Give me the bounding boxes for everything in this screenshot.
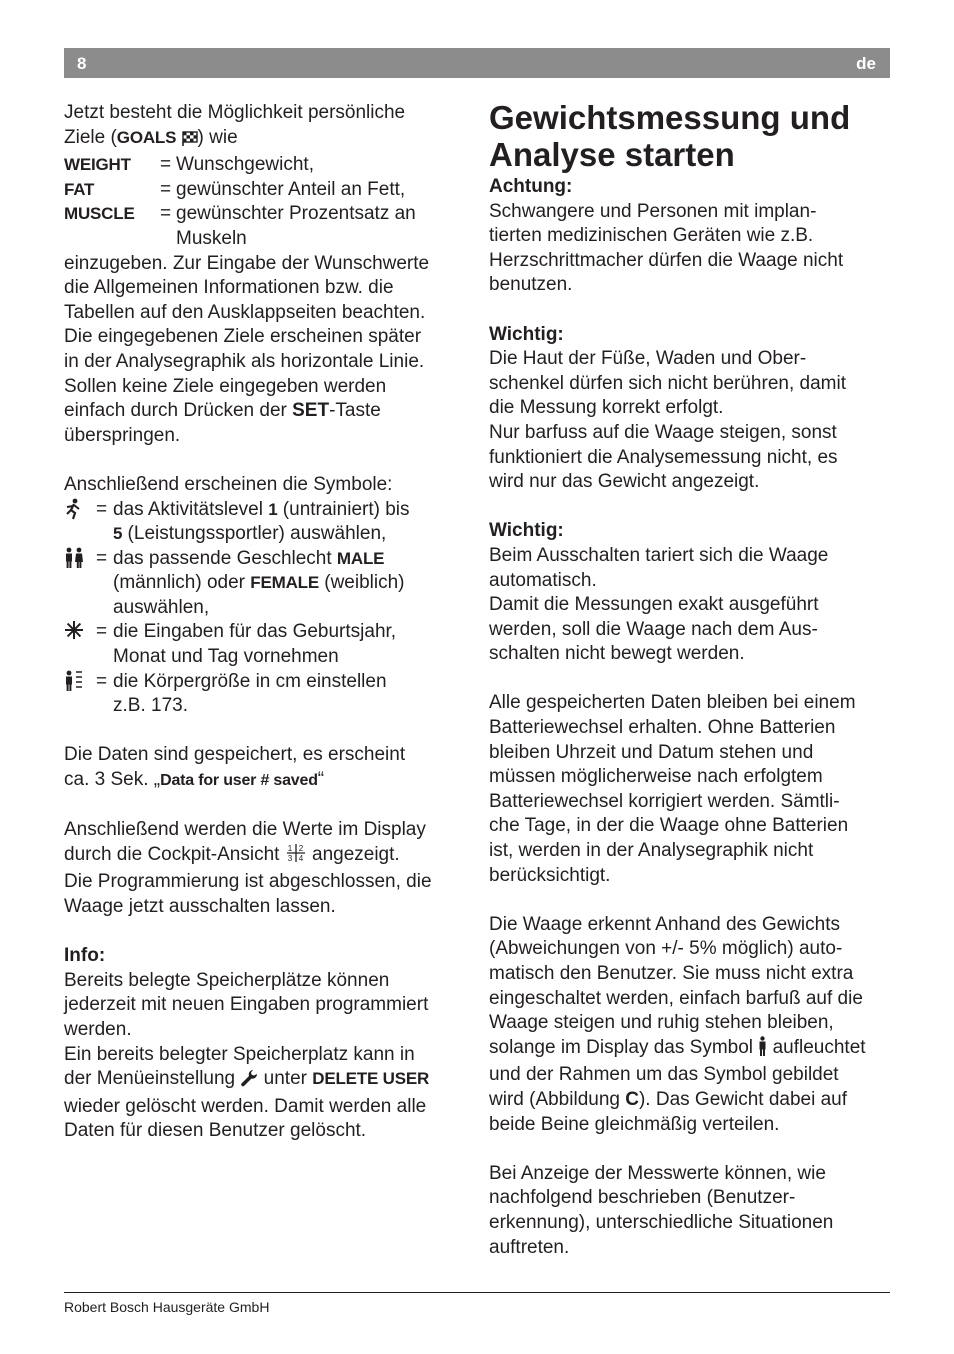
standing-person-icon xyxy=(758,1036,767,1064)
symbol-row-activity: = das Aktivitätslevel 1 (untrainiert) bis 5 (Leistungssportler) auswählen, xyxy=(64,498,468,547)
page-number: 8 xyxy=(77,54,87,73)
achtung-heading: Achtung: xyxy=(489,176,573,197)
footer-divider xyxy=(64,1292,890,1293)
intro-line: Jetzt besteht die Möglichkeit persönliche xyxy=(64,102,406,123)
definition-row-muscle xyxy=(64,202,468,251)
definition-equals: = xyxy=(160,178,172,200)
info-section: Info: Bereits belegte Speicherplätze können jederzeit mit neuen Eingaben programmiert werden. Ein bereits belegter Speicherplatz kann in der Menüeinstellung unter DELETE USER wieder gelöscht werden. Damit werden alle Daten für diesen Benutzer gelöscht. xyxy=(64,944,468,1144)
definition-equals: = xyxy=(160,154,172,176)
right-column xyxy=(489,101,893,1260)
goals-paragraph: einzugeben. Zur Eingabe der Wunschwerte die Allgemeinen Informationen bzw. die Tabellen auf den Ausklappseiten beachten. Die eingegebenen Ziele erscheinen später in der Analysegraphik als horizontale Linie. Sollen keine Ziele eingegeben werden einfach durch Drücken der SET-Taste überspringen. xyxy=(64,252,430,446)
svg-text:4: 4 xyxy=(298,853,303,863)
language-code: de xyxy=(856,54,876,73)
display-paragraph: Anschließend werden die Werte im Display durch die Cockpit-Ansicht 1 2 3 4 angezeigt. Die Programmierung ist abgeschlossen, die Waage jetzt ausschalten lassen. xyxy=(64,819,432,917)
asterisk-star-icon xyxy=(64,620,96,669)
symbol-row-height: = die Körpergröße in cm einstellen z.B. 173. xyxy=(64,670,468,719)
goals-keyword: GOALS xyxy=(116,127,177,147)
left-column xyxy=(64,101,468,1144)
achtung-section: Achtung: Schwangere und Personen mit implan- tierten medizinischen Geräten wie z.B. Herzschrittmacher dürfen die Waage nicht benutzen. xyxy=(489,175,893,298)
delete-user-label: DELETE USER xyxy=(312,1069,430,1089)
wichtig-section-2: Wichtig: Beim Ausschalten tariert sich die Waage automatisch. Damit die Messungen exakt ausgeführt werden, soll die Waage nach dem Aus- schalten nicht bewegt werden. xyxy=(489,519,893,667)
cockpit-view-icon xyxy=(285,843,307,871)
final-paragraph: Bei Anzeige der Messwerte können, wie nachfolgend beschrieben (Benutzer- erkennung), unterschiedliche Situationen auftreten. xyxy=(489,1162,834,1258)
definition-term: FAT xyxy=(64,179,95,199)
recognition-paragraph: Die Waage erkennt Anhand des Gewichts (Abweichungen von +/- 5% möglich) auto- matisch den Benutzer. Sie muss nicht extra eingeschaltet werden, einfach barfuß auf die Waage steigen und ruhig stehen bleiben, solange im Display das Symbol aufleuchtet und der Rahmen um das Symbol gebildet wird (Abbildung C). Das Gewicht dabei auf beide Beine gleichmäßig verteilen. xyxy=(489,913,866,1135)
wichtig-section-1: Wichtig: Die Haut der Füße, Waden und Ober- schenkel dürfen sich nicht berühren, damit die Messung korrekt erfolgt. Nur barfuss auf die Waage steigen, sonst funktioniert die Analysemessung nicht, es wird nur das Gewicht angezeigt. xyxy=(489,323,893,495)
wichtig-heading: Wichtig: xyxy=(489,323,564,345)
symbol-row-gender: = das passende Geschlecht MALE (männlich) oder FEMALE (weiblich) auswählen, xyxy=(64,547,468,621)
definition-equals: = xyxy=(160,203,172,225)
running-person-icon xyxy=(64,498,96,547)
saved-message: Data for user # saved xyxy=(160,772,318,790)
footer-company: Robert Bosch Hausgeräte GmbH xyxy=(64,1299,270,1315)
battery-paragraph: Alle gespeicherten Daten bleiben bei einem Batteriewechsel erhalten. Ohne Batterien bleiben Uhrzeit und Datum stehen und müssen möglicherweise nach erfolgtem Batteriewechsel korrigiert werden. Sämtli- che Tage, in der die Waage ohne Batterien ist, werden in der Analysegraphik nicht berücksichtigt. xyxy=(489,692,856,886)
section-title: Gewichtsmessung und Analyse starten xyxy=(489,99,851,173)
svg-text:1: 1 xyxy=(287,843,292,853)
svg-text:3: 3 xyxy=(287,853,292,863)
definition-desc: gewünschter Anteil an Fett, xyxy=(176,178,406,200)
person-height-scale-icon xyxy=(64,670,96,719)
definition-desc: gewünschter Prozentsatz an Muskeln xyxy=(176,203,416,249)
definition-term: WEIGHT xyxy=(64,155,131,175)
saved-paragraph: Die Daten sind gespeichert, es erscheint ca. 3 Sek. „Data for user # saved“ xyxy=(64,744,406,791)
intro-goals-line: Ziele (GOALS ) wie xyxy=(64,126,468,154)
male-female-icon xyxy=(64,547,96,621)
definition-row-fat xyxy=(64,178,468,203)
checkered-flag-icon xyxy=(182,129,198,154)
figure-reference: C xyxy=(625,1088,639,1110)
definition-term: MUSCLE xyxy=(64,204,135,224)
definition-row-weight xyxy=(64,153,468,178)
symbols-intro: Anschließend erscheinen die Symbole: xyxy=(64,473,393,495)
symbol-row-birthdate: = die Eingaben für das Geburtsjahr, Monat und Tag vornehmen xyxy=(64,620,468,669)
page-header-bar xyxy=(64,48,890,78)
set-key-label: SET xyxy=(292,400,330,422)
definition-desc: Wunschgewicht, xyxy=(176,154,314,176)
wichtig-heading: Wichtig: xyxy=(489,520,564,542)
info-heading: Info: xyxy=(64,945,106,967)
svg-text:2: 2 xyxy=(298,843,303,853)
wrench-icon xyxy=(240,1069,258,1095)
